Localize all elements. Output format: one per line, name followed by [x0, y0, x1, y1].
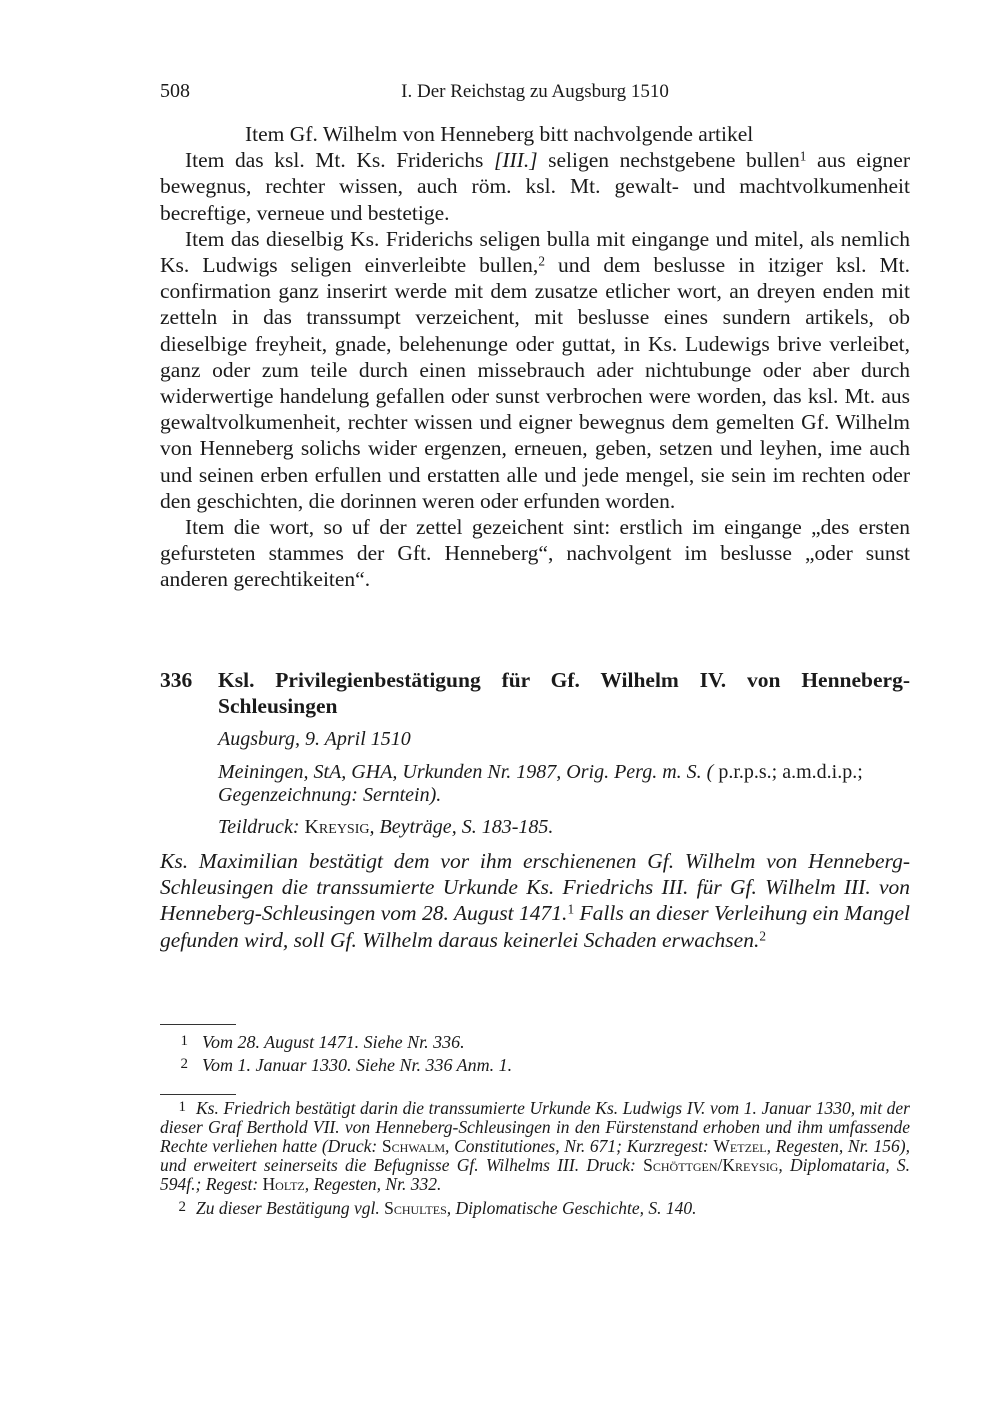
place-date: Augsburg, 9. April 1510	[218, 728, 411, 750]
document-number: 336	[160, 668, 193, 692]
footnote-ref: 2	[759, 927, 766, 943]
footnote-rule	[160, 1094, 236, 1095]
page-number: 508	[160, 80, 190, 102]
footnote-rule	[160, 1024, 236, 1025]
print-note: Teildruck: Kreysig, Beyträge, S. 183-185.	[218, 816, 554, 838]
footnote-ref: 1	[567, 901, 575, 917]
paragraph-1: Item das ksl. Mt. Ks. Friderichs [III.] seligen nechstgebene bullen$^1$ aus eigner bewegnus, rechter wissen, auch röm. ksl. Mt. gewalt- und machtvolkumenheit becreftige, verneue und bestetige.	[160, 148, 910, 225]
paragraph-3: Item die wort, so uf der zettel gezeichent sint: erstlich im eingange „des ersten gefursteten stammes der Gft. Henneberg“, nachvolgent im beslusse „oder sunst anderen gerechtikeiten“.	[160, 515, 910, 592]
document-title: Ksl. Privilegienbestätigung für Gf. Wilhelm IV. von Henneberg-Schleusingen	[218, 668, 910, 718]
page-header	[160, 80, 910, 110]
footnote: 1 Ks. Friedrich bestätigt darin die transsumierte Urkunde Ks. Ludwigs IV. vom 1. Januar 1330, mit der dieser Graf Berthold VII. von Henneberg-Schleusingen in den Fürstenstand erhoben und ihm umfassende Rechte verliehen hatte (Druck: Schwalm, Constitutiones, Nr. 671; Kurzregest: Wetzel, Regesten, Nr. 156), und erweitert seinerseits die Befugnisse Gf. Wilhelms III. Druck: Schöttgen/Kreysig, Diplomataria, S. 594f.; Regest: Holtz, Regesten, Nr. 332.	[160, 1098, 910, 1194]
petition-heading: Item Gf. Wilhelm von Henneberg bitt nachvolgende artikel	[245, 122, 754, 146]
document-heading	[160, 667, 910, 719]
paragraph-2: Item das dieselbig Ks. Friderichs seligen bulla mit eingange und mitel, als nemlich Ks. Ludwigs seligen einverleibte bullen,$^2$ und dem beslusse in itziger ksl. Mt. confirmation ganz inserirt werde mit dem zusatze etlicher wort, an dreyen enden mit zetteln in das transsumpt verzeichent, mit beslusse eines sundern artikels, ob dieselbige freyheit, gnade, belehenunge oder guttat, in Ks. Ludewigs brive verleibet, ganz oder zum teile durch einen missebrauch ader nichtubunge oder aber durch widerwertige handelung gefallen oder sunst verbrochen were worden, das ksl. Mt. aus gewaltvolkumenheit, rechter wissen und eigner bewegnus dem gemelten Gf. Wilhelm von Henneberg solichs wider ergenzen, erneuen, geben, setzen und leyhen, ime auch und seinen erben erfullen und erstatten alle und jede mengel, sie sein im rechten oder den geschichten, die dorinnen weren oder erfunden worden.	[160, 226, 910, 513]
source-note: Meiningen, StA, GHA, Urkunden Nr. 1987, Orig. Perg. m. S. ( p.r.p.s.; a.m.d.i.p.; Gegenzeichnung: Serntein).	[218, 761, 863, 806]
footnote: 1 Vom 28. August 1471. Siehe Nr. 336.	[180, 1032, 465, 1052]
text-footnotes	[160, 1030, 910, 1076]
footnote-ref: 1	[799, 148, 807, 164]
running-title: I. Der Reichstag zu Augsburg 1510	[401, 81, 669, 102]
footnote-ref: 2	[538, 253, 545, 269]
footnote: 2 Vom 1. Januar 1330. Siehe Nr. 336 Anm. 1.	[180, 1055, 513, 1075]
commentary-footnotes	[160, 1098, 910, 1218]
regest: Ks. Maximilian bestätigt dem vor ihm erschienenen Gf. Wilhelm von Henneberg-Schleusingen die transsumierte Urkunde Ks. Friedrichs III. für Gf. Wilhelm III. von Henneberg-Schleusingen vom 28. August 1471.$^1$ Falls an dieser Verleihung ein Mangel gefunden wird, soll Gf. Wilhelm daraus keinerlei Schaden erwachsen.$^2$	[160, 849, 910, 952]
footnote: 2 Zu dieser Bestätigung vgl. Schultes, Diplomatische Geschichte, S. 140.	[178, 1198, 697, 1218]
main-text	[160, 121, 910, 593]
